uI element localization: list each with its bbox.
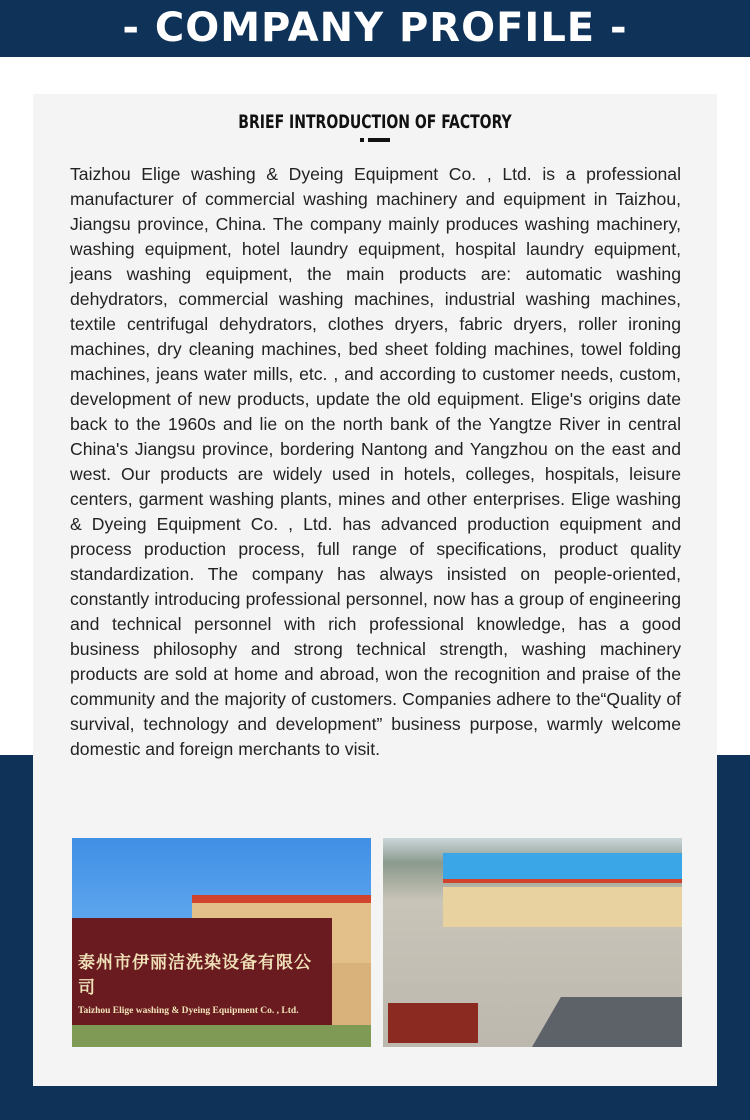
section-title: BRIEF INTRODUCTION OF FACTORY xyxy=(238,111,512,133)
factory-aerial-photo xyxy=(383,838,682,1047)
grass xyxy=(72,1025,371,1047)
aerial-sign xyxy=(388,1003,478,1043)
page-header: - COMPANY PROFILE - xyxy=(0,0,750,57)
sign-english: Taizhou Elige washing & Dyeing Equipment Co. , Ltd. xyxy=(78,1006,299,1016)
intro-text: Taizhou Elige washing & Dyeing Equipment Co. , Ltd. is a professional manufacturer of commercial washing machinery and equipment in Taizhou, Jiangsu province, China. The company mainly produces washing machinery, washing equipment, hotel laundry equipment, hospital laundry equipment, jeans washing equipment, the main products are: automatic washing dehydrators, commercial washing machines, industrial washing machines, textile centrifugal dehydrators, clothes dryers, fabric dryers, roller ironing machines, dry cleaning machines, bed sheet folding machines, towel folding machines, jeans water mills, etc. , and according to customer needs, custom, development of new products, update the old equipment. Elige's origins date back to the 1960s and lie on the north bank of the Yangtze River in central China's Jiangsu province, bordering Nantong and Yangzhou on the east and west. Our products are widely used in hotels, colleges, hospitals, leisure centers, garment washing plants, mines and other enterprises. Elige washing & Dyeing Equipment Co. , Ltd. has advanced production equipment and process production process, full range of specifications, product quality standardization. The company has always insisted on people-oriented, constantly introducing professional personnel, now has a group of engineering and technical personnel with rich professional knowledge, has a good business philosophy and strong technical strength, washing machinery products are sold at home and abroad, won the recognition and praise of the community and the majority of customers. Companies adhere to the“Quality of survival, technology and development” business purpose, warmly welcome domestic and foreign merchants to visit. xyxy=(70,164,681,759)
sign-chinese: 泰州市伊丽洁洗染设备有限公司 xyxy=(78,953,312,998)
building-roof xyxy=(192,895,371,903)
title-divider-bar xyxy=(368,138,390,142)
aerial-roof xyxy=(443,853,682,883)
factory-gate-photo xyxy=(72,838,371,1047)
intro-card xyxy=(33,94,717,1086)
title-divider-dot xyxy=(360,138,364,142)
company-sign xyxy=(72,918,332,1038)
road xyxy=(532,997,682,1047)
aerial-building xyxy=(443,887,682,927)
